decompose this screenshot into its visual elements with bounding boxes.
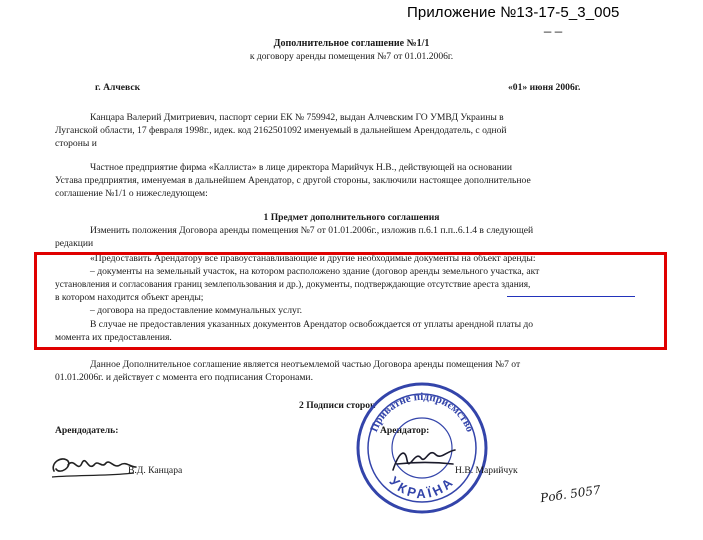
doc-date: «01» июня 2006г. bbox=[508, 82, 581, 93]
p1-line-2: Луганской области, 17 февраля 1998г., идек. код 2162501092 именуемый в дальнейшем Арендодатель, с одной bbox=[55, 125, 507, 136]
svg-text:Приватне підприємство: Приватне підприємство bbox=[368, 390, 476, 434]
doc-subtitle: к договору аренды помещения №7 от 01.01.2006г. bbox=[249, 51, 454, 62]
p1-line-3: стороны и bbox=[55, 138, 97, 149]
landlord-label: Арендодатель: bbox=[55, 425, 119, 436]
svg-text:УКРАЇНА: УКРАЇНА bbox=[386, 473, 458, 502]
s1-line-1: Изменить положения Договора аренды помещения №7 от 01.01.2006г., изложив п.6.1 п.п..6.1.4 в следующей bbox=[90, 225, 534, 236]
p1-line-1: Канцара Валерий Дмитриевич, паспорт серии ЕК № 759942, выдан Алчевским ГО УМВД Украины в bbox=[90, 112, 504, 123]
p2-line-3: соглашение №1/1 о нижеследующем: bbox=[55, 188, 208, 199]
handwritten-note: Роб. 5057 bbox=[539, 482, 602, 506]
boxed-line-3: установления и согласования границ землепользования и др.), документы, подтверждающие отсутствие ареста здания, bbox=[55, 280, 531, 290]
p3-line-1: Данное Дополнительное соглашение является неотъемлемой частью Договора аренды помещения №7 от bbox=[90, 359, 521, 370]
tenant-signature bbox=[385, 440, 460, 480]
p2-line-2: Устава предприятия, именуемая в дальнейшем Арендатор, с другой стороны, заключили настоящее дополнительное bbox=[55, 175, 531, 186]
boxed-line-4: в котором находится объект аренды; bbox=[55, 292, 204, 303]
landlord-signature bbox=[48, 445, 138, 485]
underline-mark bbox=[507, 296, 635, 297]
section-2-heading: 2 Подписи сторон bbox=[299, 400, 376, 411]
boxed-line-2: – документы на земельный участок, на котором расположено здание (договор аренды земельного участка, акт bbox=[90, 266, 540, 277]
boxed-line-7: момента их предоставления. bbox=[55, 332, 172, 343]
highlight-box bbox=[34, 252, 667, 350]
section-1-heading: 1 Предмет дополнительного соглашения bbox=[263, 212, 440, 223]
boxed-line-1: «Предоставить Арендатору все правоустанавливающие и другие необходимые документы на объект аренды: bbox=[90, 253, 536, 264]
boxed-line-6: В случае не предоставления указанных документов Арендатор освобождается от уплаты арендной платы до bbox=[90, 319, 534, 330]
p3-line-2: 01.01.2006г. и действует с момента его подписания Сторонами. bbox=[55, 372, 313, 383]
tenant-name: Н.В. Марийчук bbox=[455, 465, 518, 476]
appendix-dashes: _ _ bbox=[544, 18, 563, 33]
doc-title: Дополнительное соглашение №1/1 bbox=[273, 38, 430, 49]
s1-line-2: редакции bbox=[55, 238, 94, 249]
boxed-line-5: – договора на предоставление коммунальных услуг. bbox=[90, 305, 303, 316]
tenant-label: Арендатор: bbox=[380, 425, 430, 436]
landlord-name: В.Д. Канцара bbox=[128, 465, 183, 476]
appendix-number: Приложение №13-17-5_3_005 bbox=[407, 4, 620, 21]
p2-line-1: Частное предприятие фирма «Каллиста» в лице директора Марийчук Н.В., действующей на основании bbox=[90, 162, 513, 173]
doc-city: г. Алчевск bbox=[95, 82, 141, 93]
